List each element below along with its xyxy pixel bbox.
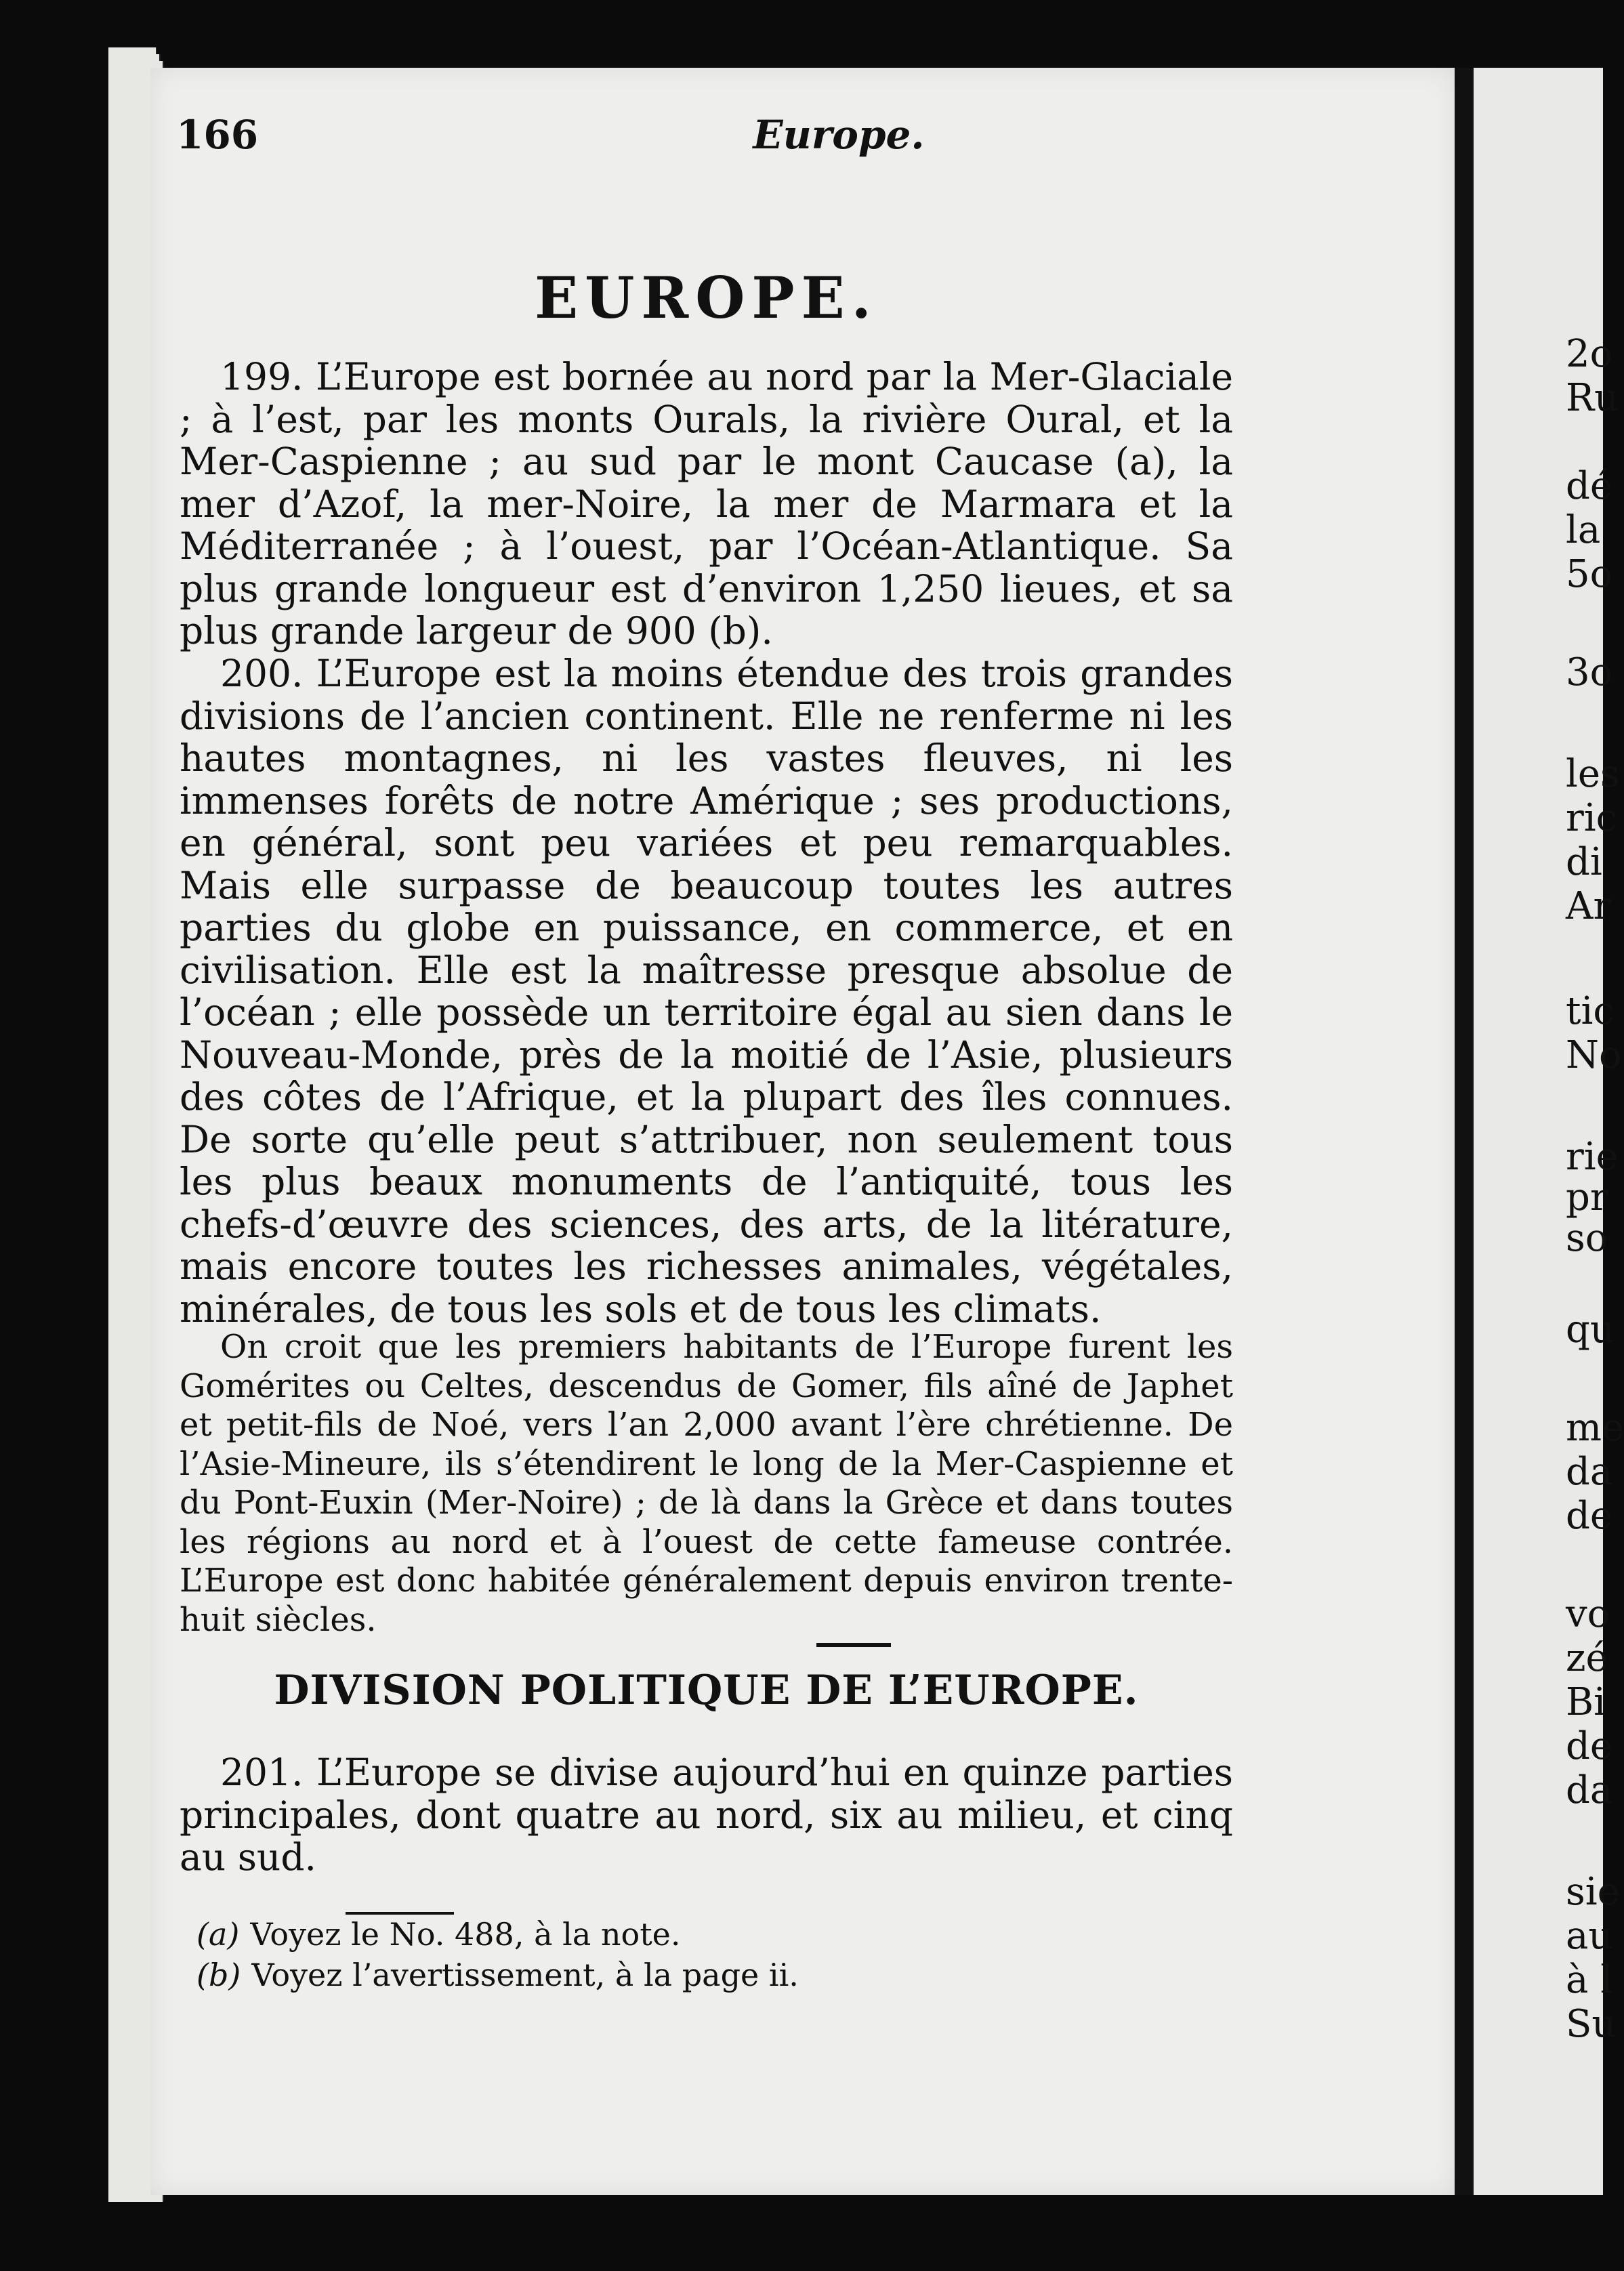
facing-page-fragment: 2o (1566, 332, 1613, 376)
facing-page-fragment: ric (1566, 796, 1618, 840)
footnote-text: Voyez l’avertissement, à la page ii. (251, 1957, 799, 1993)
facing-page-fragment: à l (1566, 1958, 1613, 2002)
facing-page-fragment: pr (1566, 1175, 1608, 1220)
facing-page-fragment: zé (1566, 1636, 1608, 1680)
facing-page-fragment: me (1566, 1406, 1624, 1450)
facing-page-fragment: da (1566, 1768, 1613, 1812)
footnote-b (196, 1955, 799, 1995)
facing-page-fragment: rie (1566, 1135, 1619, 1179)
page-number: 166 (176, 112, 259, 158)
paragraph-199-block (180, 356, 1233, 652)
chapter-title: EUROPE. (535, 264, 878, 331)
facing-page-fragment: dé (1566, 464, 1612, 508)
facing-page-fragment: au (1566, 1914, 1613, 1958)
facing-page-fragment: de (1566, 1494, 1612, 1538)
page-header (176, 112, 1501, 173)
facing-page-fragment: di (1566, 840, 1602, 884)
facing-page-fragment: Ru (1566, 376, 1619, 420)
paragraph-200-block (180, 652, 1233, 1330)
book-gutter (1455, 68, 1474, 2195)
section-title: DIVISION POLITIQUE DE L’EUROPE. (274, 1667, 1139, 1714)
paragraph-200: 200. L’Europe est la moins étendue des trois grandes divisions de l’ancien continent. Elle ne renferme ni les hautes montagnes, ni les vastes fleuves, ni les immenses forêts de notre Amérique ; ses productions, en général, sont peu variées et peu remarquables. Mais elle surpasse de beaucoup toutes les autres parties du globe en puissance, en commerce, et en civilisation. Elle est la maîtresse presque absolue de l’océan ; elle possède un territoire égal au sien dans le Nouveau-Monde, près de la moitié de l’Asie, plusieurs des côtes de l’Afrique, et la plupart des îles connues. De sorte qu’elle peut s’attribuer, non seulement tous les plus beaux monuments de l’antiquité, tous les chefs-d’œuvre des sciences, des arts, de la litérature, mais encore toutes les richesses animales, végétales, minérales, de tous les sols et de tous les climats. (180, 652, 1233, 1331)
paragraph-199: 199. L’Europe est bornée au nord par la Mer-Glaciale ; à l’est, par les monts Ourals, la rivière Oural, et la Mer-Caspienne ; au sud par le mont Caucase (a), la mer d’Azof, la mer-Noire, la mer de Marmara et la Méditerranée ; à l’ouest, par l’Océan-Atlantique. Sa plus grande longueur est d’environ 1,250 lieues, et sa plus grande largeur de 900 (b). (180, 355, 1233, 652)
facing-page-fragment: da (1566, 1450, 1613, 1494)
running-title: Europe. (753, 112, 925, 158)
section-divider (816, 1643, 891, 1647)
facing-page-fragment: Su (1566, 2002, 1617, 2046)
facing-page-fragment: la (1566, 508, 1601, 552)
footnote-mark: (a) (196, 1916, 240, 1953)
footnote-a (196, 1914, 799, 1955)
facing-page-fragment: vo (1566, 1592, 1610, 1636)
facing-page-fragment: 3o (1566, 650, 1613, 694)
facing-page-fragment: sie (1566, 1870, 1620, 1914)
facing-page-fragment: les (1566, 752, 1620, 796)
facing-page-fragment: Bi (1566, 1680, 1606, 1724)
footnotes (196, 1914, 799, 1995)
footnote-mark: (b) (196, 1957, 241, 1993)
paragraph-201-block (180, 1751, 1233, 1879)
footnote-text: Voyez le No. 488, à la note. (250, 1916, 681, 1953)
historical-note-block (180, 1328, 1233, 1640)
historical-note: On croit que les premiers habitants de l’Europe furent les Gomérites ou Celtes, descendus de Gomer, fils aîné de Japhet et petit-fils de Noé, vers l’an 2,000 avant l’ère chrétienne. De l’Asie-Mineure, ils s’étendirent le long de la Mer-Caspienne et du Pont-Euxin (Mer-Noire) ; de là dans la Grèce et dans toutes les régions au nord et à l’ouest de cette fameuse contrée. L’Europe est donc habitée généralement depuis environ trente-huit siècles. (180, 1328, 1233, 1639)
facing-page-fragment: 5o (1566, 552, 1613, 596)
paragraph-201: 201. L’Europe se divise aujourd’hui en quinze parties principales, dont quatre au nord, six au milieu, et cinq au sud. (180, 1751, 1233, 1879)
facing-page-fragment: No (1566, 1033, 1622, 1077)
facing-page-edge (1474, 68, 1624, 2195)
facing-page-fragment: tic (1566, 989, 1615, 1033)
facing-page-fragment: de (1566, 1724, 1612, 1768)
facing-page-fragment: Ar (1566, 884, 1612, 928)
facing-page-fragment: so (1566, 1216, 1608, 1260)
facing-page-fragment: qu (1566, 1308, 1615, 1352)
